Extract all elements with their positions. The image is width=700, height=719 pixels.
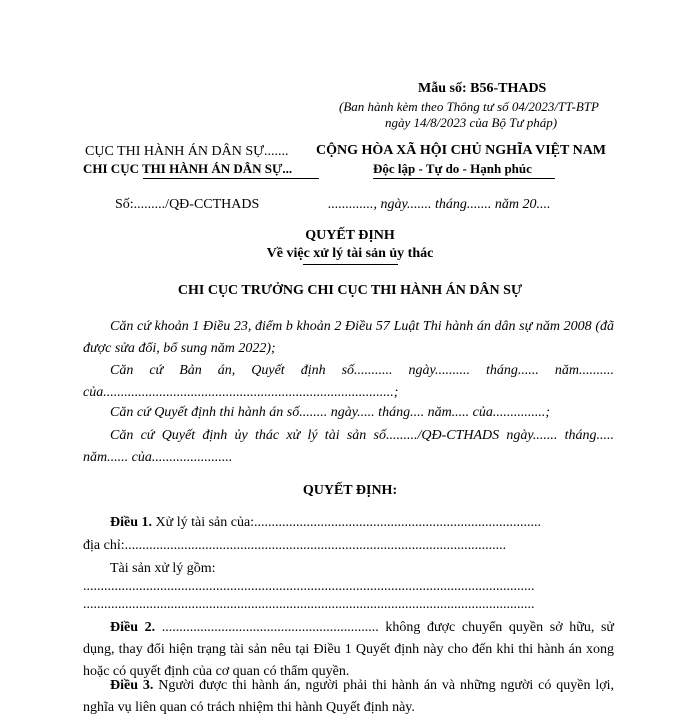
article-1-text: Xử lý tài sản của:..................................................................................: [155, 515, 542, 530]
decision-number: Số:........./QĐ-CCTHADS: [115, 197, 260, 212]
legal-basis-2: Căn cứ Bản án, Quyết định số........... ngày.......... tháng...... năm.......... của...................................................................................;: [83, 363, 614, 400]
article-1-address: địa chỉ:.............................................................................................................: [83, 538, 507, 553]
motto-underline: [373, 178, 555, 179]
article-1: [110, 515, 541, 531]
article-2-label: Điều 2.: [110, 620, 156, 635]
decision-subject: Về việc xử lý tài sản ủy thác: [266, 246, 434, 261]
legal-basis-1: Căn cứ khoản 1 Điều 23, điểm b khoản 2 Điều 57 Luật Thi hành án dân sự năm 2008 (đã được sửa đổi, bổ sung năm 2022);: [83, 319, 614, 356]
date-line: ............., ngày....... tháng....... năm 20....: [328, 197, 551, 212]
article-1-dotted-line-2: .................................................................................................................................: [83, 597, 535, 612]
sub-agency-name: CHI CỤC THI HÀNH ÁN DÂN SỰ...: [83, 161, 293, 176]
article-2-text: .............................................................. không được chuyển quyền sở hữu, sử dụng, thay đổi hiện trạng tài sản nêu tại Điều 1 Quyết định này cho đến khi thi hành án xong hoặc có quyết định của cơ quan có thẩm quyền.: [83, 620, 615, 679]
article-1-dotted-line-1: .................................................................................................................................: [83, 579, 535, 594]
article-3: [83, 675, 614, 719]
decides-heading: QUYẾT ĐỊNH:: [302, 483, 398, 498]
decision-authority: CHI CỤC TRƯỞNG CHI CỤC THI HÀNH ÁN DÂN SỰ: [177, 283, 523, 298]
legal-basis-3: Căn cứ Quyết định thi hành án số........ ngày..... tháng.... năm..... của...............;: [110, 405, 551, 420]
article-1-assets-label: Tài sản xử lý gồm:: [110, 561, 216, 576]
agency-name: CỤC THI HÀNH ÁN DÂN SỰ.......: [85, 144, 289, 159]
national-motto: Độc lập - Tự do - Hạnh phúc: [373, 161, 532, 176]
decision-title: QUYẾT ĐỊNH: [305, 228, 395, 243]
national-title: CỘNG HÒA XÃ HỘI CHỦ NGHĨA VIỆT NAM: [316, 143, 607, 158]
article-3-text: Người được thi hành án, người phải thi hành án và những người có quyền lợi, nghĩa vụ liên quan có trách nhiệm thi hành Quyết định này.: [83, 678, 614, 715]
subject-underline: [303, 264, 398, 265]
sub-agency-underline: [143, 178, 319, 179]
form-issued-by-line2: ngày 14/8/2023 của Bộ Tư pháp): [385, 115, 558, 130]
article-2: [83, 617, 614, 683]
article-1-label: Điều 1.: [110, 515, 152, 530]
form-issued-by-line1: (Ban hành kèm theo Thông tư số 04/2023/TT-BTP: [339, 99, 599, 114]
form-code: Mẫu số: B56-THADS: [418, 81, 547, 96]
legal-basis-4: Căn cứ Quyết định ủy thác xử lý tài sản số........./QĐ-CTHADS ngày....... tháng..... năm...... của.......................: [83, 428, 614, 465]
article-3-label: Điều 3.: [110, 678, 154, 693]
